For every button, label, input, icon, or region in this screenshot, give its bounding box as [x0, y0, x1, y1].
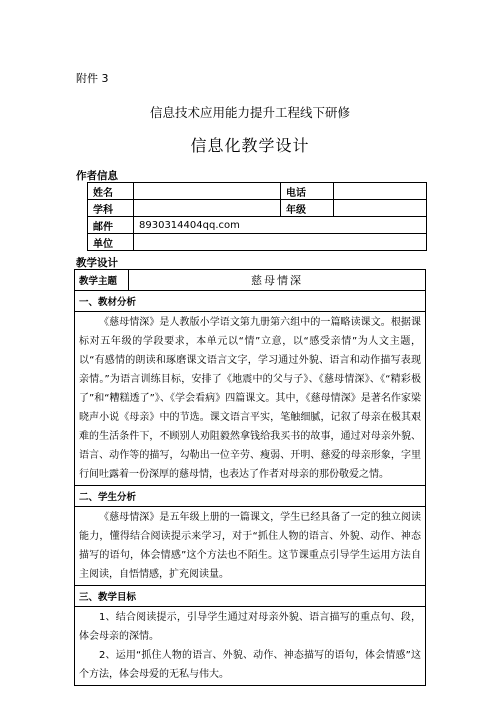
design-table — [74, 269, 426, 686]
paragraph: 1、结合阅读提示，引导学生通过对母亲外貌、语言描写的重点句、段，体会母亲的深情。 — [79, 612, 421, 642]
document-title: 信息化教学设计 — [190, 136, 310, 155]
subject-value — [134, 200, 281, 217]
paragraph: 2、运用“抓住人物的语言、外貌、动作、神态描写的语句，体会情感”这个方法，体会母爱的无私与伟大。 — [79, 650, 421, 680]
name-label: 姓名 — [88, 183, 134, 200]
topic-label: 教学主题 — [75, 270, 129, 290]
author-section-label: 作者信息 — [76, 170, 118, 182]
table-row — [88, 217, 427, 234]
design-section-label: 教学设计 — [76, 257, 118, 269]
document-subtitle: 信息技术应用能力提升工程线下研修 — [149, 105, 350, 120]
student-analysis-body — [75, 507, 425, 586]
grade-value — [334, 200, 427, 217]
phone-label: 电话 — [281, 183, 334, 200]
table-row — [88, 183, 427, 200]
attachment-label: 附件 3 — [76, 72, 109, 85]
table-row — [88, 200, 427, 217]
organization-value — [134, 234, 427, 251]
student-analysis-heading: 二、学生分析 — [75, 486, 425, 507]
grade-label: 年级 — [281, 200, 334, 217]
teaching-goals-heading: 三、教学目标 — [75, 586, 425, 607]
paragraph: 《慈母情深》是人教版小学语文第九册第六组中的一篇略读课文。根据课标对五年级的学段要求，本单元以“情”立意，以“感受亲情”为人文主题，以“有感情的朗读和琢磨课文语言文字，学习通过外貌、语言和动作描写表现亲情。”为语言训练目标，安排了《地震中的父与子》、《慈母情深》、《“精彩极了”和“糟糕透了”》、《学会看病》四篇课文。其中，《慈母情深》是著名作家梁晓声小说《母亲》中的节选。课文语言平实，笔触细腻，记叙了母亲在极其艰难的生活条件下，不顾别人劝阻毅然拿钱给我买书的故事，通过对母亲外貌、语言、动作等的描写，勾勒出一位辛劳、瘦弱、开明、慈爱的母亲形象，字里行间吐露着一份深厚的慈母情，也表达了作者对母亲的那份敬爱之情。 — [79, 317, 421, 480]
topic-value: 慈母情深 — [251, 274, 303, 287]
paragraph: 《慈母情深》是五年级上册的一篇课文，学生已经具备了一定的独立阅读能力，懂得结合阅读提示来学习，对于“抓住人物的语言、外貌、动作、神态描写的语句，体会情感”这个方法也不陌生。这节课重点引导学生运用方法自主阅读，自悟情感，扩充阅读量。 — [79, 512, 421, 580]
author-info-table — [87, 182, 427, 251]
name-value — [134, 183, 281, 200]
email-value: 8930314404qq.com — [134, 217, 427, 234]
textbook-analysis-body — [75, 312, 425, 486]
phone-value — [334, 183, 427, 200]
organization-label: 单位 — [88, 234, 134, 251]
topic-row — [75, 270, 425, 291]
email-label: 邮件 — [88, 217, 134, 234]
subject-label: 学科 — [88, 200, 134, 217]
teaching-goals-body — [75, 607, 425, 685]
textbook-analysis-heading: 一、教材分析 — [75, 291, 425, 312]
table-row — [88, 234, 427, 251]
